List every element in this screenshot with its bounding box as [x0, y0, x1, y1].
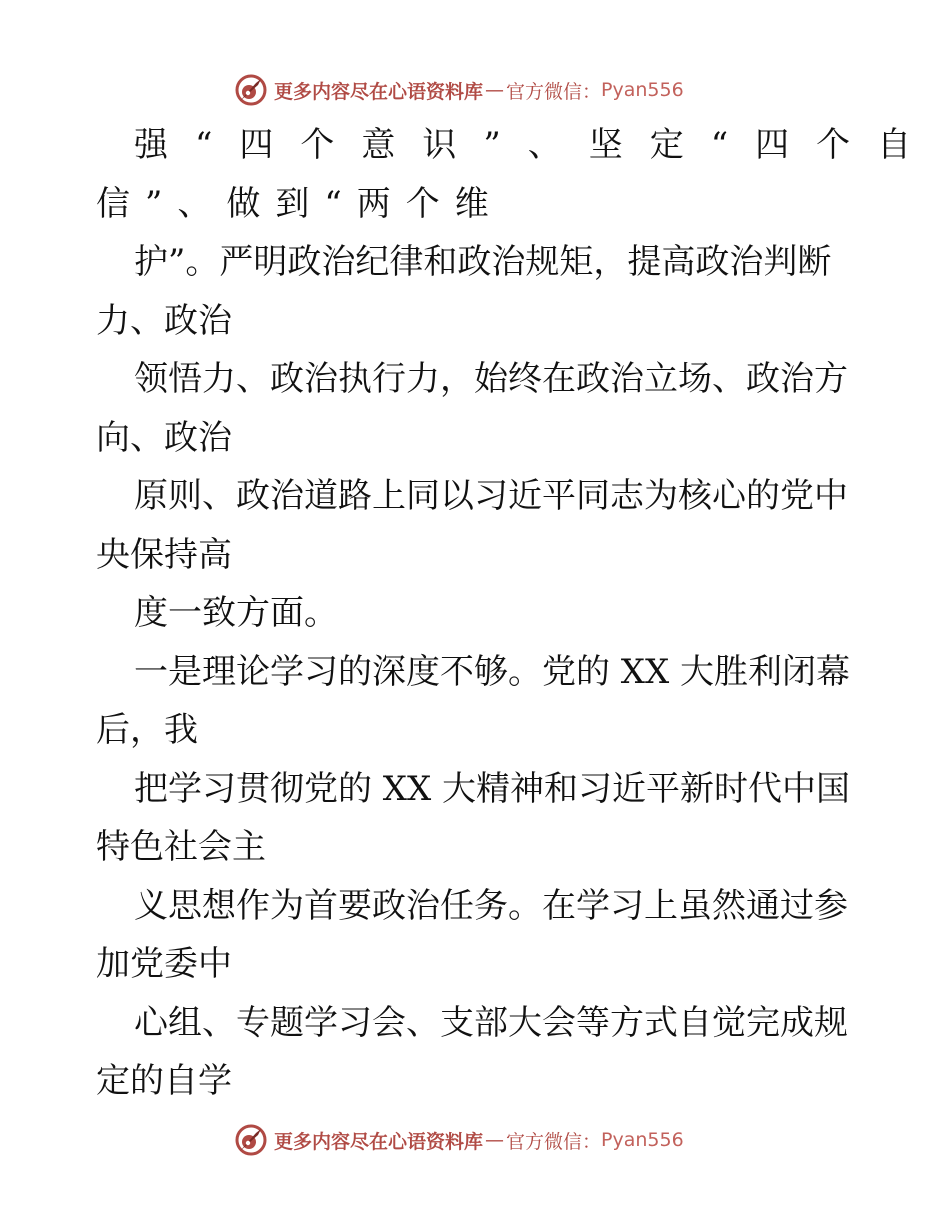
- banner-official-label: 官方微信：: [506, 1130, 602, 1153]
- banner-wechat-id: Pyan556: [601, 1129, 684, 1151]
- text-line: 把学习贯彻党的 XX 大精神和习近平新时代中国: [134, 768, 851, 809]
- text-line: 央保持高: [96, 534, 232, 575]
- footer-watermark-banner: [234, 1122, 684, 1158]
- text-line: 力、政治: [96, 300, 232, 341]
- text-line: 度一致方面。: [134, 593, 338, 633]
- text-line: 心组、专题学习会、支部大会等方式自觉完成规: [134, 1002, 848, 1043]
- text-line: 原则、政治道路上同以习近平同志为核心的党中: [134, 476, 848, 516]
- banner-official-label: 官方微信：: [506, 80, 602, 103]
- banner-wechat-id: Pyan556: [601, 79, 684, 101]
- banner-brand-text: 更多内容尽在心语资料库: [274, 80, 484, 103]
- banner-brand-text: 更多内容尽在心语资料库: [274, 1130, 484, 1153]
- text-line: 加党委中: [96, 944, 232, 984]
- text-line: 信”、做到“两个维: [96, 183, 504, 224]
- document-body: [96, 116, 939, 1111]
- text-line: 领悟力、政治执行力，始终在政治立场、政治方: [134, 359, 848, 399]
- text-line: 定的自学: [96, 1061, 232, 1101]
- banner-dash: —: [485, 1129, 505, 1151]
- banner-dash: —: [485, 79, 505, 101]
- text-line: 强“四个意识”、坚定“四个自: [134, 125, 939, 165]
- text-line: 向、政治: [96, 417, 232, 458]
- pen-logo-icon: [234, 1123, 268, 1157]
- text-line: 一是理论学习的深度不够。党的 XX 大胜利闭幕: [134, 651, 851, 692]
- text-line: 护”。严明政治纪律和政治规矩，提高政治判断: [134, 242, 832, 282]
- text-line: 义思想作为首要政治任务。在学习上虽然通过参: [134, 885, 848, 926]
- header-watermark-banner: [234, 72, 684, 108]
- text-line: 特色社会主: [96, 827, 266, 867]
- text-line: 后，我: [96, 710, 198, 750]
- pen-logo-icon: [234, 73, 268, 107]
